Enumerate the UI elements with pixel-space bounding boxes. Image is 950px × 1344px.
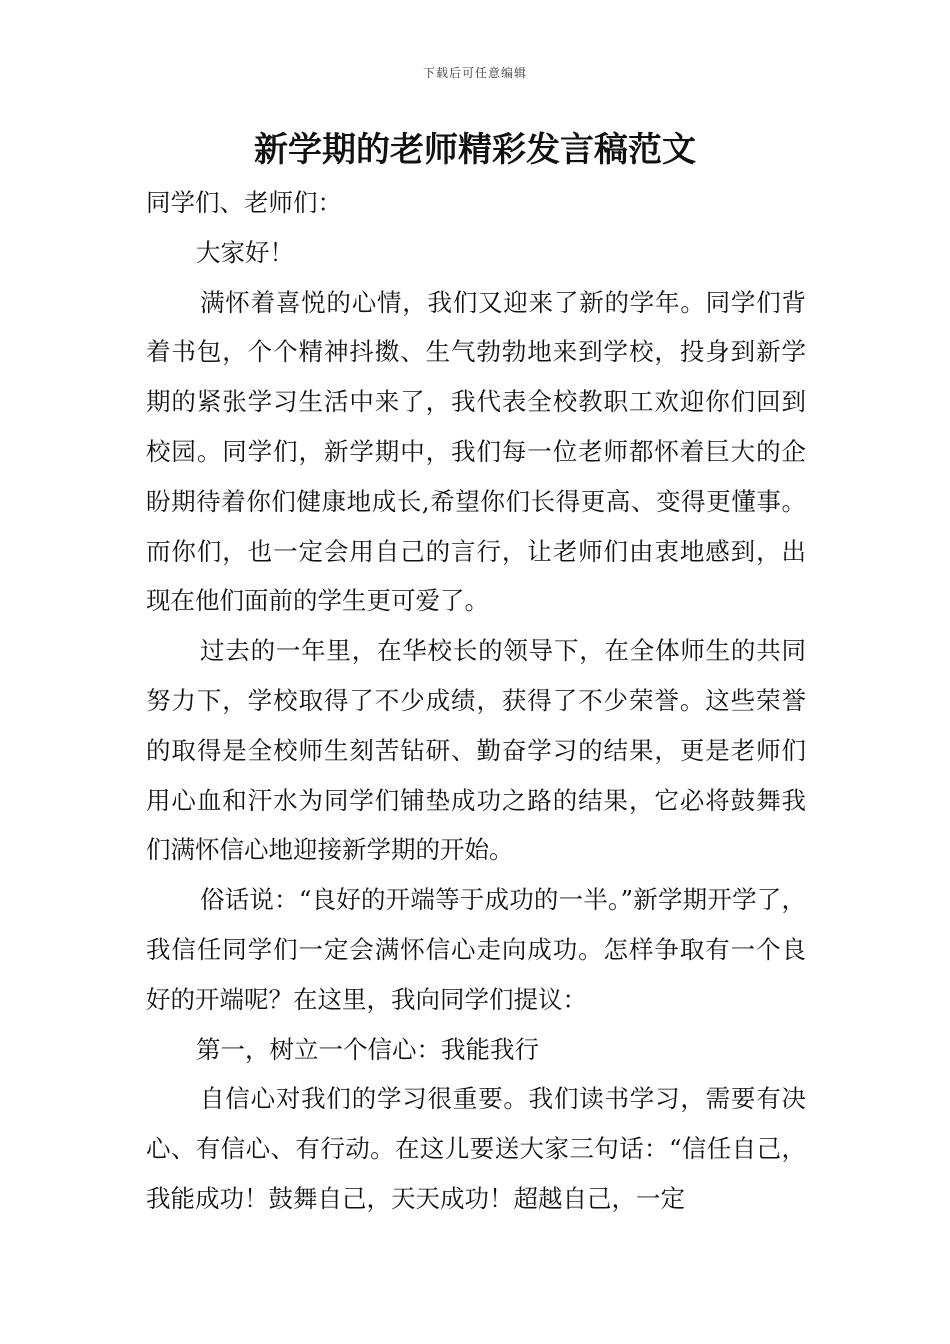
section-heading-1: 第一，树立一个信心：我能我行 [196,1034,539,1064]
paragraph-3: 俗话说：“良好的开端等于成功的一半。”新学期开学了，我信任同学们一定会满怀信心走向成功。怎样争取有一个良好的开端呢？在这里，我向同学们提议： [146,885,806,1014]
paragraph-1: 满怀着喜悦的心情，我们又迎来了新的学年。同学们背着书包，个个精神抖擞、生气勃勃地来到学校，投身到新学期的紧张学习生活中来了，我代表全校教职工欢迎你们回到校园。同学们，新学期中，我们每一位老师都怀着巨大的企盼期待着你们健康地成长,希望你们长得更高、变得更懂事。而你们，也一定会用自己的言行，让老师们由衷地感到，出现在他们面前的学生更可爱了。 [146,287,806,616]
document-body [146,178,806,1224]
salutation: 同学们、老师们： [146,188,342,217]
paragraph-2: 过去的一年里，在华校长的领导下，在全体师生的共同努力下，学校取得了不少成绩，获得了不少荣誉。这些荣誉的取得是全校师生刻苦钻研、勤奋学习的结果，更是老师们用心血和汗水为同学们铺垫成功之路的结果，它必将鼓舞我们满怀信心地迎接新学期的开始。 [146,636,806,865]
paragraph-4: 自信心对我们的学习很重要。我们读书学习，需要有决心、有信心、有行动。在这儿要送大家三句话：“信任自己，我能成功！鼓舞自己，天天成功！超越自己，一定 [146,1084,806,1213]
header-note: 下载后可任意编辑 [422,66,527,80]
greeting: 大家好！ [196,237,294,267]
document-title: 新学期的老师精彩发言稿范文 [254,130,696,170]
